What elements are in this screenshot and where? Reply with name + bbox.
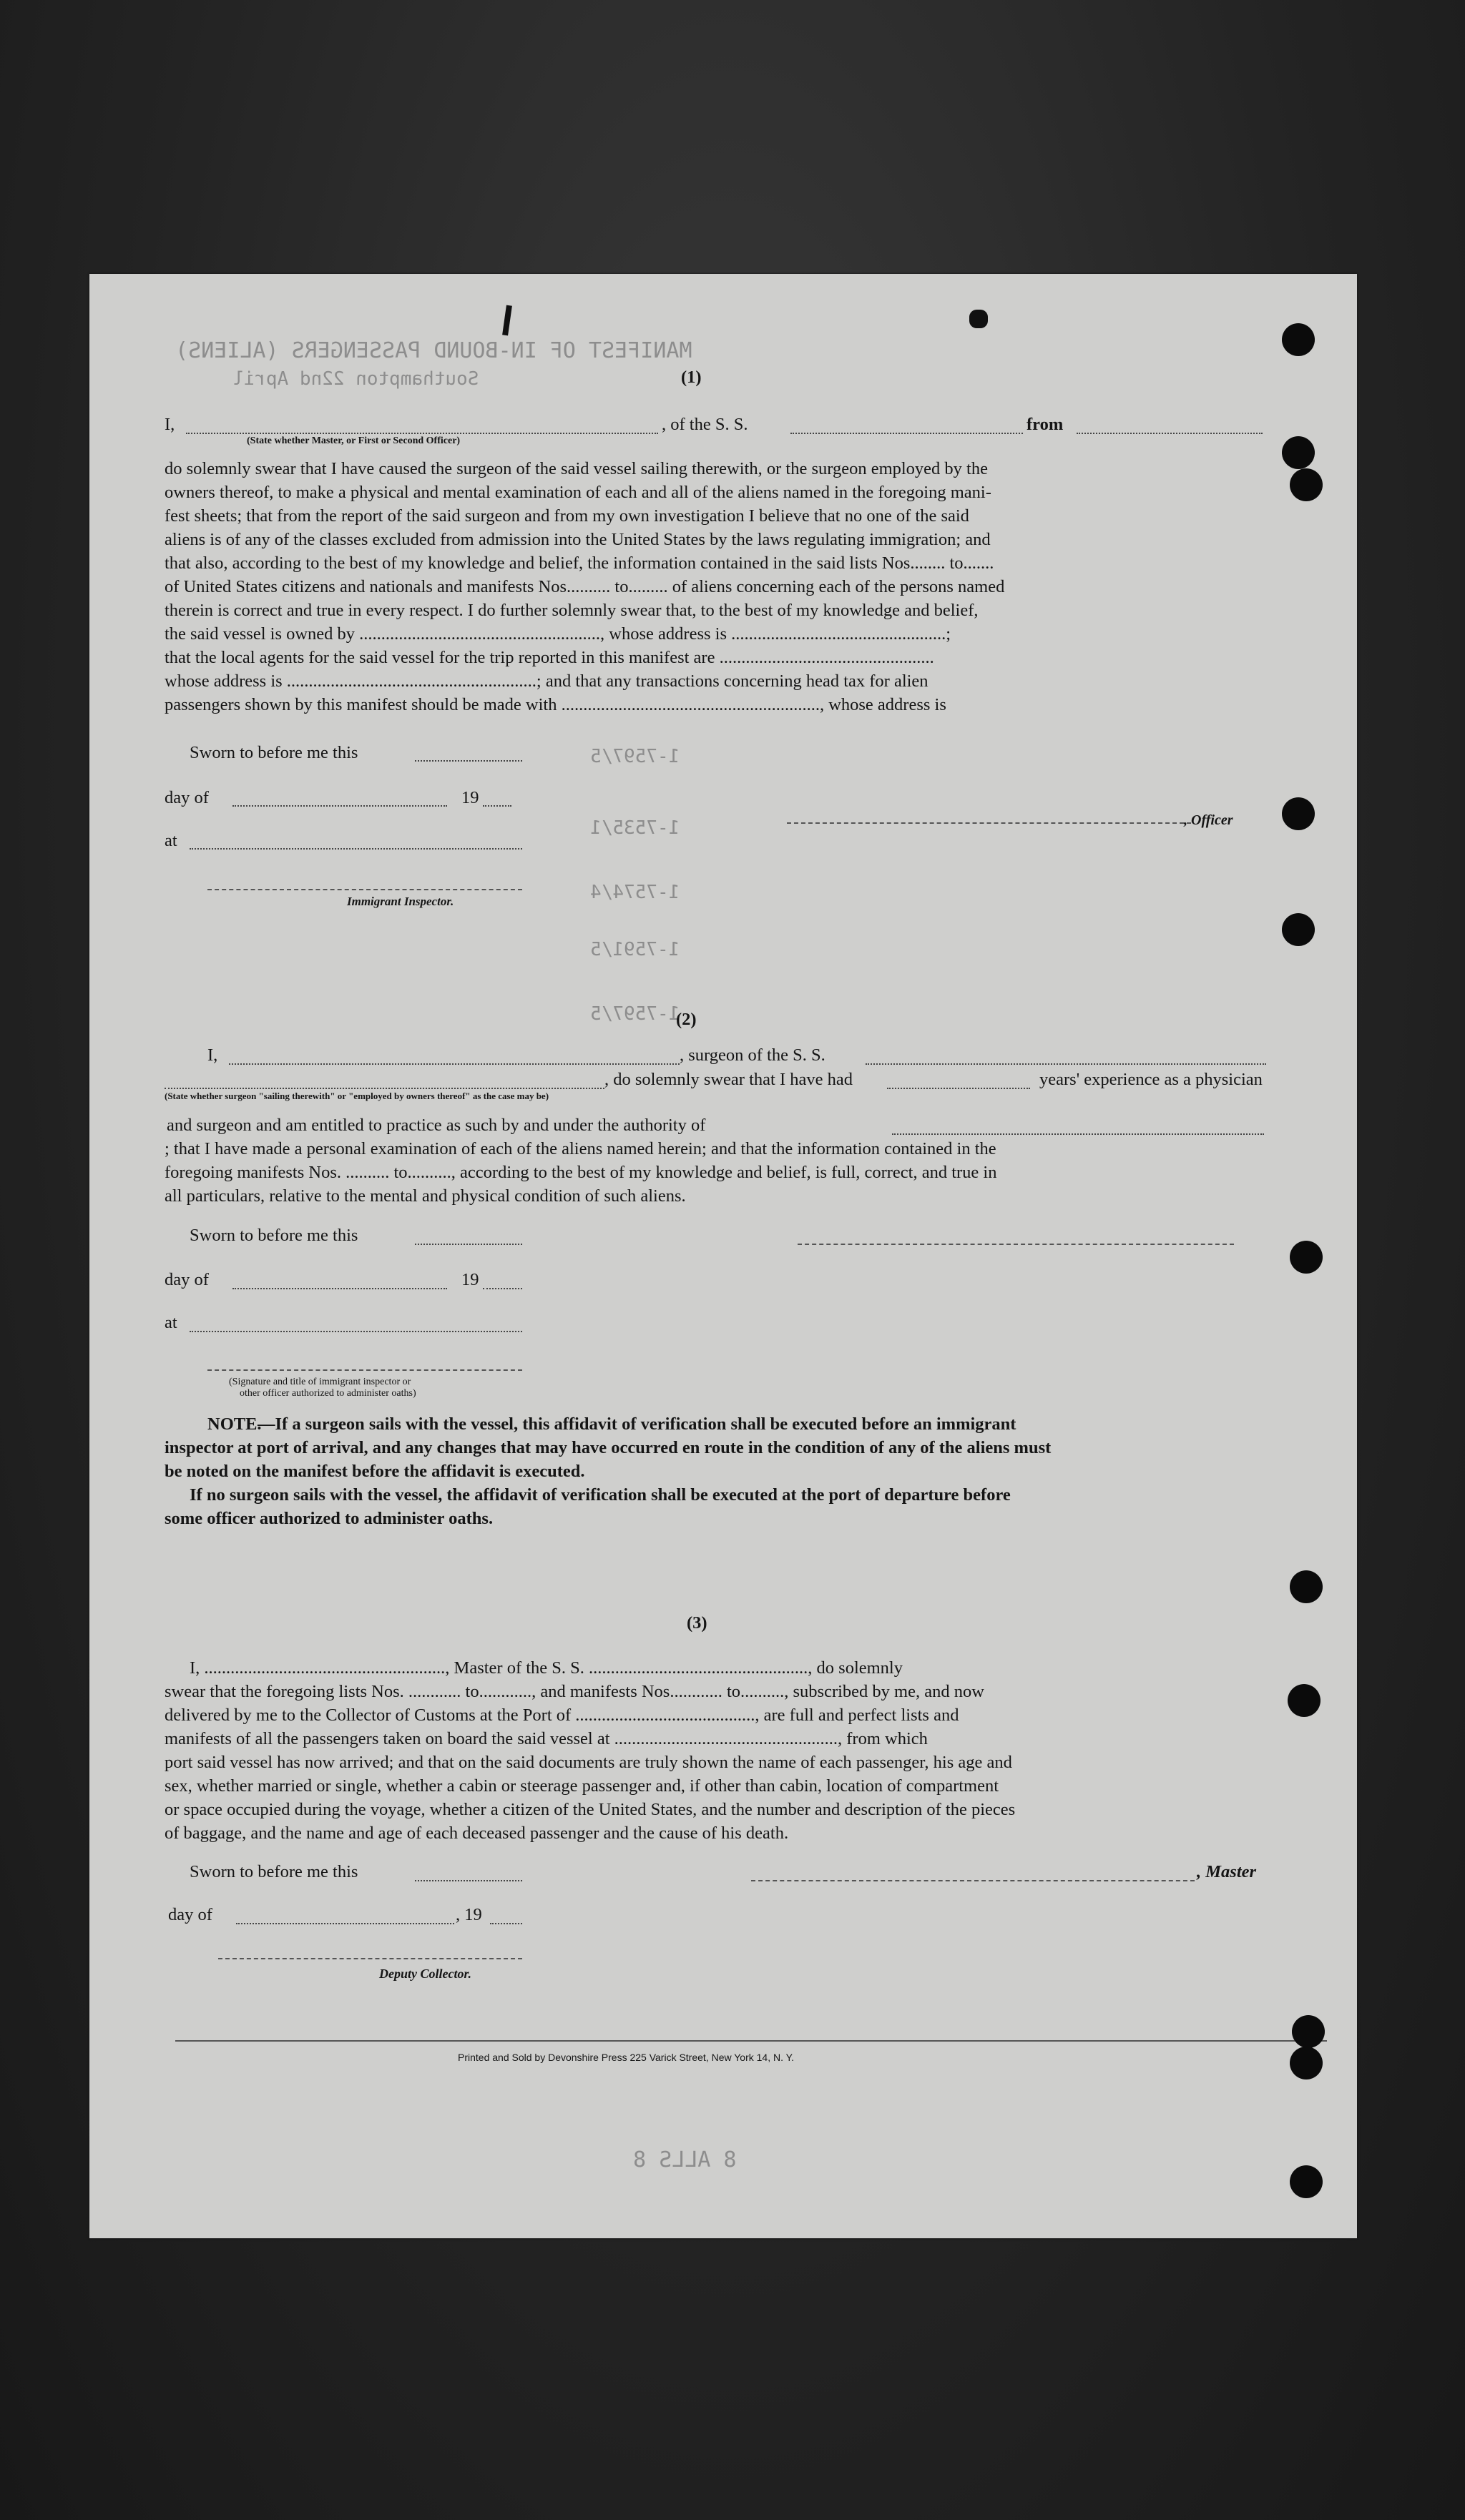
deputy-collector-caption: Deputy Collector. <box>379 1967 471 1981</box>
bleed-through-bottom-stamp: 8 ALLS 8 <box>633 2147 737 2172</box>
section-2-years: years' experience as a physician <box>1039 1070 1263 1089</box>
signature-caption-1: (Signature and title of immigrant inspector or <box>229 1377 411 1387</box>
section-2-do-swear: , do solemnly swear that I have had <box>604 1070 853 1089</box>
section-1-number: (1) <box>681 368 702 387</box>
master-caption: (State whether Master, or First or Second Officer) <box>247 435 461 446</box>
section-2-line: ; that I have made a personal examination of each of the aliens named herein; and that the information contained in the <box>165 1139 996 1158</box>
section-3-line: swear that the foregoing lists Nos. ............ to............, and manifests Nos............ to.........., subscribed by me, and now <box>165 1682 984 1701</box>
sworn-date-blank <box>415 760 522 762</box>
vessel-name-blank <box>790 433 1023 434</box>
section-1-line: owners thereof, to make a physical and mental examination of each and all of the aliens named in the foregoing mani- <box>165 483 991 502</box>
inspector-signature-line-2 <box>207 1369 522 1371</box>
section-1-line: the said vessel is owned by ......................................................., whose address is .................................................; <box>165 624 951 644</box>
surgeon-vessel-blank <box>866 1063 1266 1065</box>
note-label: NOTE. <box>207 1414 262 1434</box>
inspector-signature-line <box>207 889 522 890</box>
section-1-of-ss: , of the S. S. <box>662 415 748 434</box>
binder-hole <box>1282 797 1315 830</box>
note-line: some officer authorized to administer oaths. <box>165 1509 494 1528</box>
day-blank-2 <box>232 1288 447 1289</box>
signature-caption-2: other officer authorized to administer oaths) <box>240 1388 416 1399</box>
section-2-line: foregoing manifests Nos. .......... to.........., according to the best of my knowledge and belief, is full, correct, and true in <box>165 1163 997 1182</box>
binder-hole <box>1288 1684 1321 1717</box>
surgeon-signature-line <box>798 1244 1234 1245</box>
bleed-through-heading: MANIFEST OF IN-BOUND PASSENGERS (ALIENS) <box>175 338 692 363</box>
section-3-line: delivered by me to the Collector of Customs at the Port of ........................................., are full and perfect lists and <box>165 1706 959 1725</box>
note-line: If no surgeon sails with the vessel, the affidavit of verification shall be executed at the port of departure before <box>190 1485 1011 1505</box>
binder-hole <box>1282 913 1315 946</box>
note-line: —If a surgeon sails with the vessel, this affidavit of verification shall be executed before an immigrant <box>258 1414 1016 1434</box>
binder-hole <box>1290 1241 1323 1274</box>
officer-caption: , Officer <box>1184 812 1233 828</box>
bleed-through-line: Southampton 22nd April <box>232 368 479 390</box>
section-1-line: that the local agents for the said vessel for the trip reported in this manifest are ................................................. <box>165 648 934 667</box>
section-2-line: and surgeon and am entitled to practice as such by and under the authority of <box>167 1116 706 1135</box>
binder-hole <box>1282 436 1315 469</box>
bleed-through-stamp-4: 1-7591/5 <box>590 939 680 960</box>
section-3-number: (3) <box>687 1613 707 1633</box>
from-port-blank <box>1077 433 1263 434</box>
section-3-year: , 19 <box>456 1905 482 1924</box>
section-2-line: all particulars, relative to the mental and physical condition of such aliens. <box>165 1186 686 1206</box>
authority-blank <box>892 1133 1264 1135</box>
section-3-line: of baggage, and the name and age of each deceased passenger and the cause of his death. <box>165 1823 789 1843</box>
section-1-line: fest sheets; that from the report of the said surgeon and from my own investigation I believe that no one of the said <box>165 506 969 526</box>
note-line: inspector at port of arrival, and any changes that may have occurred en route in the condition of any of the aliens must <box>165 1438 1052 1457</box>
years-blank <box>887 1088 1030 1089</box>
section-1-sworn: Sworn to before me this <box>190 743 358 762</box>
binder-hole <box>1290 468 1323 501</box>
section-3-day-of: day of <box>168 1905 212 1924</box>
officer-signature-line <box>787 822 1191 824</box>
section-1-year: 19 <box>461 788 479 807</box>
section-2-year: 19 <box>461 1270 479 1289</box>
ink-mark <box>969 310 988 328</box>
master-caption-3: , Master <box>1197 1862 1257 1881</box>
sworn-date-blank-2 <box>415 1244 522 1245</box>
section-2-sworn: Sworn to before me this <box>190 1226 358 1245</box>
section-3-sworn: Sworn to before me this <box>190 1862 358 1881</box>
section-1-line: of United States citizens and nationals and manifests Nos.......... to......... of aliens concerning each of the persons named <box>165 577 1005 596</box>
collector-signature-line <box>218 1958 522 1959</box>
bleed-through-stamp-2: 1-7535/1 <box>590 817 680 839</box>
surgeon-name-blank <box>229 1063 680 1065</box>
binder-hole <box>1290 1570 1323 1603</box>
year-blank-2 <box>483 1288 522 1289</box>
binder-hole <box>1290 2165 1323 2198</box>
section-1-from: from <box>1027 415 1064 434</box>
section-3-line: sex, whether married or single, whether a cabin or steerage passenger and, if other than cabin, location of compartment <box>165 1776 999 1796</box>
section-1-line: do solemnly swear that I have caused the surgeon of the said vessel sailing therewith, or the surgeon employed by the <box>165 459 988 478</box>
section-3-line: or space occupied during the voyage, whether a citizen of the United States, and the number and description of the pieces <box>165 1800 1016 1819</box>
manifest-verification-page <box>89 274 1357 2238</box>
section-1-line: therein is correct and true in every respect. I do further solemnly swear that, to the best of my knowledge and belief, <box>165 601 979 620</box>
bleed-through-stamp-3: 1-7574/4 <box>590 882 680 903</box>
section-1-line: passengers shown by this manifest should be made with ..........................................................., whose address is <box>165 695 946 714</box>
master-name-blank <box>186 433 658 434</box>
note-line: be noted on the manifest before the affidavit is executed. <box>165 1462 585 1481</box>
section-1-line: aliens is of any of the classes excluded from admission into the United States by the laws regulating immigration; and <box>165 530 991 549</box>
year-blank-3 <box>490 1923 522 1924</box>
master-signature-line <box>751 1880 1195 1881</box>
section-1-at: at <box>165 831 177 850</box>
footer-rule <box>175 2040 1327 2042</box>
section-2-surgeon-of: , surgeon of the S. S. <box>680 1045 825 1065</box>
section-2-i: I, <box>207 1045 218 1065</box>
immigrant-inspector-caption: Immigrant Inspector. <box>347 895 454 908</box>
at-blank <box>190 848 522 850</box>
bleed-through-stamp-1: 1-7597/5 <box>590 746 680 767</box>
section-1-line: that also, according to the best of my knowledge and belief, the information contained in the said lists Nos........ to....... <box>165 553 994 573</box>
day-blank <box>232 805 447 807</box>
day-blank-3 <box>236 1923 454 1924</box>
surgeon-type-blank <box>165 1088 604 1089</box>
section-3-line: port said vessel has now arrived; and that on the said documents are truly shown the name of each passenger, his age and <box>165 1753 1012 1772</box>
ink-mark <box>502 305 512 336</box>
section-2-number: (2) <box>676 1010 697 1029</box>
binder-hole <box>1282 323 1315 356</box>
section-3-line: manifests of all the passengers taken on board the said vessel at ..................................................., from which <box>165 1729 928 1748</box>
surgeon-caption: (State whether surgeon "sailing therewith" or "employed by owners thereof" as the case may be) <box>165 1091 549 1101</box>
binder-hole <box>1290 2047 1323 2080</box>
bleed-through-stamp-5: 1-7597/5 <box>590 1003 680 1025</box>
year-blank <box>483 805 511 807</box>
section-2-at: at <box>165 1313 177 1332</box>
binder-hole <box>1292 2015 1325 2048</box>
section-1-day-of: day of <box>165 788 209 807</box>
section-2-day-of: day of <box>165 1270 209 1289</box>
section-1-i: I, <box>165 415 175 434</box>
section-3-line: I, ......................................................., Master of the S. S. .................................................., do solemnly <box>190 1658 903 1678</box>
at-blank-2 <box>190 1331 522 1332</box>
section-1-line: whose address is .........................................................; and that any transactions concerning head tax for alien <box>165 671 929 691</box>
printer-imprint: Printed and Sold by Devonshire Press 225 Varick Street, New York 14, N. Y. <box>458 2052 795 2063</box>
sworn-date-blank-3 <box>415 1880 522 1881</box>
